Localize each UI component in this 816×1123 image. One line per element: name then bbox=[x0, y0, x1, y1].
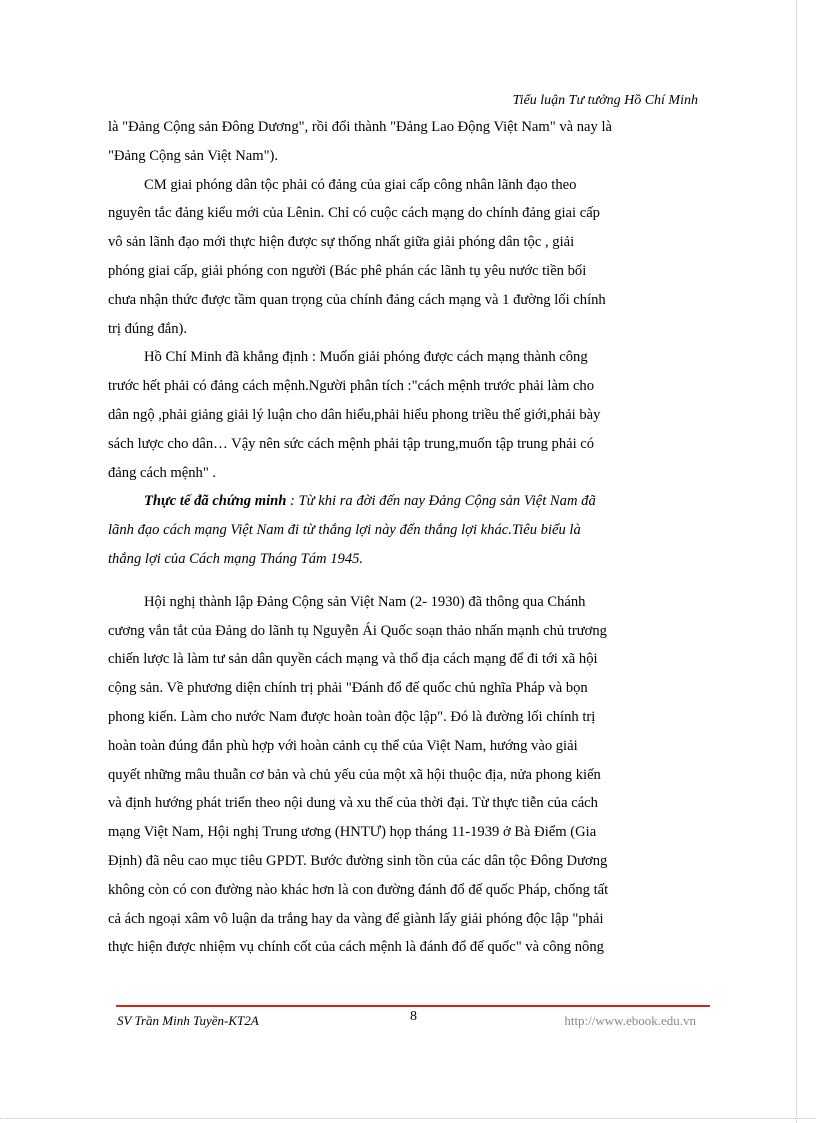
body-text bbox=[108, 113, 668, 962]
paragraph-1 bbox=[108, 113, 668, 171]
text-line: Hồ Chí Minh đã khẳng định : Muốn giải phóng được cách mạng thành công bbox=[144, 349, 588, 366]
text-line: thắng lợi của Cách mạng Tháng Tám 1945. bbox=[108, 550, 364, 567]
paragraph-5 bbox=[108, 588, 668, 962]
text-line: hoàn toàn đúng đắn phù hợp với hoàn cảnh cụ thể của Việt Nam, hướng vào giải bbox=[108, 737, 578, 754]
text-line: vô sản lãnh đạo mới thực hiện được sự thống nhất giữa giải phóng dân tộc , giải bbox=[108, 234, 575, 251]
text-line: trị đúng đắn). bbox=[108, 320, 188, 337]
text-line bbox=[108, 487, 668, 516]
text-line: phóng giai cấp, giải phóng con người (Bác phê phán các lãnh tụ yêu nước tiền bối bbox=[108, 262, 587, 279]
text-line: Định) đã nêu cao mục tiêu GPDT. Bước đường sinh tồn của các dân tộc Đông Dương bbox=[108, 852, 608, 869]
text-line: trước hết phải có đảng cách mệnh.Người phân tích :"cách mệnh trước phải làm cho bbox=[108, 378, 595, 395]
page-number: 8 bbox=[410, 1009, 417, 1024]
text-line: phong kiến. Làm cho nước Nam được hoàn toàn độc lập". Đó là đường lối chính trị bbox=[108, 708, 596, 725]
page-boundary-vertical bbox=[796, 0, 797, 1123]
running-header: Tiểu luận Tư tưởng Hồ Chí Minh bbox=[512, 93, 698, 108]
text-line: chưa nhận thức được tầm quan trọng của chính đảng cách mạng và 1 đường lối chính bbox=[108, 291, 606, 308]
text-line: không còn có con đường nào khác hơn là con đường đánh đổ đế quốc Pháp, chống tất bbox=[108, 881, 609, 898]
text-line: mạng Việt Nam, Hội nghị Trung ương (HNTƯ) họp tháng 11-1939 ở Bà Điểm (Gia bbox=[108, 824, 597, 841]
text-line: chiến lược là làm tư sản dân quyền cách mạng và thổ địa cách mạng để đi tới xã hội bbox=[108, 651, 598, 668]
text-line: thực hiện được nhiệm vụ chính cốt của cách mệnh là đánh đổ đế quốc" và công nông bbox=[108, 939, 604, 956]
text-line: lãnh đạo cách mạng Việt Nam đi từ thắng lợi này đến thắng lợi khác.Tiêu biểu là bbox=[108, 522, 581, 539]
text-line: cộng sản. Về phương diện chính trị phải "Đánh đổ đế quốc chủ nghĩa Pháp và bọn bbox=[108, 680, 588, 697]
text-line: dân ngộ ,phải giảng giải lý luận cho dân hiểu,phải hiểu phong triều thế giới,phải bày bbox=[108, 406, 601, 423]
italic-text: : Từ khi ra đời đến nay Đảng Cộng sản Việt Nam đã bbox=[286, 493, 596, 510]
paragraph-3 bbox=[108, 343, 668, 487]
text-line: Hội nghị thành lập Đảng Cộng sản Việt Nam (2- 1930) đã thông qua Chánh bbox=[144, 593, 586, 610]
text-line: quyết những mâu thuẫn cơ bản và chủ yếu của một xã hội thuộc địa, nửa phong kiến bbox=[108, 766, 601, 783]
text-line: sách lược cho dân… Vậy nên sức cách mệnh phải tập trung,muốn tập trung phải có bbox=[108, 435, 595, 452]
paragraph-2 bbox=[108, 171, 668, 344]
text-line: nguyên tắc đảng kiểu mới của Lênin. Chỉ có cuộc cách mạng do chính đảng giai cấp bbox=[108, 205, 600, 222]
footer-author: SV Trần Minh Tuyền-KT2A bbox=[117, 1013, 259, 1028]
paragraph-4 bbox=[108, 487, 668, 573]
page-boundary-horizontal bbox=[0, 1118, 816, 1119]
text-line: cả ách ngoại xâm vô luận da trắng hay da vàng để giành lấy giải phóng độc lập "phải bbox=[108, 910, 604, 927]
text-line: CM giai phóng dân tộc phải có đảng của giai cấp công nhân lãnh đạo theo bbox=[144, 176, 577, 193]
paragraph-gap bbox=[108, 574, 668, 588]
emphasis-lead: Thực tế đã chứng minh bbox=[144, 493, 287, 510]
text-line: đảng cách mệnh" . bbox=[108, 464, 217, 481]
text-line: "Đảng Cộng sản Việt Nam"). bbox=[108, 147, 279, 164]
text-line: là "Đảng Cộng sản Đông Dương", rồi đổi thành "Đảng Lao Động Việt Nam" và nay là bbox=[108, 119, 613, 135]
footer-url: http://www.ebook.edu.vn bbox=[564, 1013, 696, 1028]
text-line: và định hướng phát triển theo nội dung và xu thế của thời đại. Từ thực tiễn của cách bbox=[108, 795, 598, 812]
footer-divider bbox=[116, 1005, 710, 1007]
text-line: cương vắn tắt của Đảng do lãnh tụ Nguyễn Ái Quốc soạn thảo nhấn mạnh chủ trương bbox=[108, 622, 607, 639]
